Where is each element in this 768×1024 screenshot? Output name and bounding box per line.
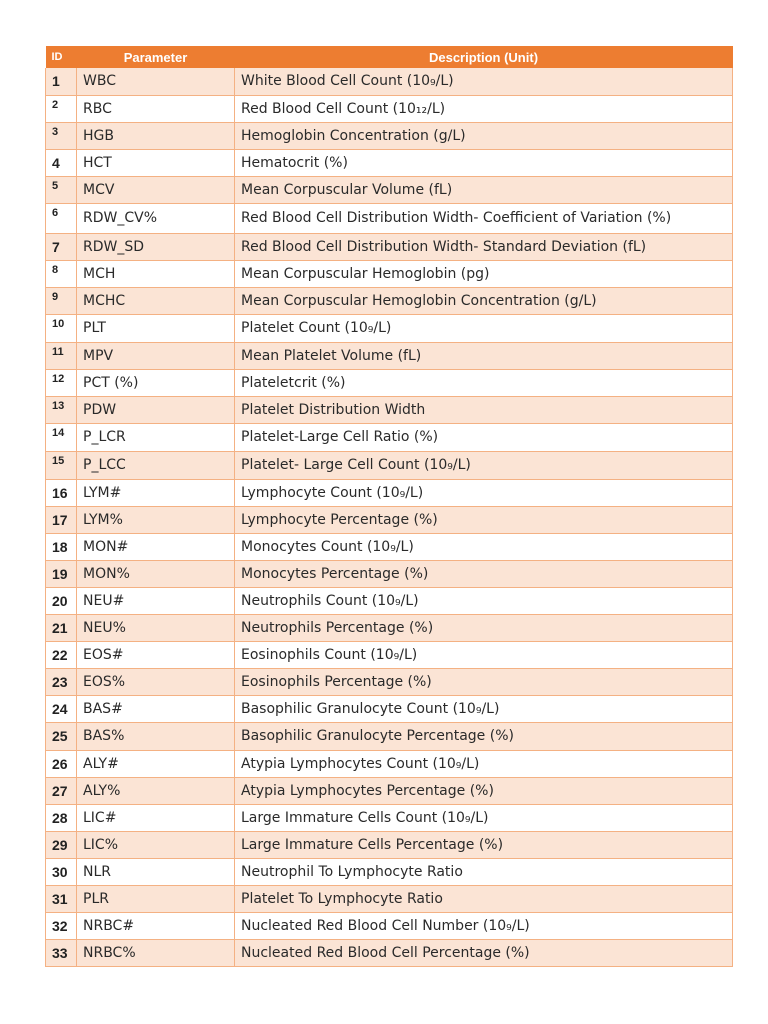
table-row	[46, 287, 733, 314]
table-row	[46, 122, 733, 149]
header-description: Description (Unit)	[235, 46, 733, 68]
row-id: 18	[46, 533, 77, 560]
table-row	[46, 176, 733, 203]
row-id: 25	[46, 722, 77, 750]
header-id: ID	[46, 46, 77, 68]
row-description: Lymphocyte Count (10₉/L)	[235, 479, 733, 506]
row-id: 19	[46, 560, 77, 587]
row-id: 12	[46, 369, 77, 396]
row-parameter: LIC%	[77, 831, 235, 858]
row-description: Neutrophil To Lymphocyte Ratio	[235, 858, 733, 885]
row-description: Neutrophils Count (10₉/L)	[235, 587, 733, 614]
table-row	[46, 939, 733, 966]
table-row	[46, 451, 733, 479]
table-row	[46, 668, 733, 695]
row-id: 10	[46, 314, 77, 342]
table-row	[46, 233, 733, 260]
table-row	[46, 804, 733, 831]
row-id: 5	[46, 176, 77, 203]
row-parameter: P_LCR	[77, 423, 235, 451]
row-id: 23	[46, 668, 77, 695]
row-description: Plateletcrit (%)	[235, 369, 733, 396]
parameter-table	[45, 46, 733, 967]
row-parameter: MCH	[77, 260, 235, 287]
row-parameter: LYM#	[77, 479, 235, 506]
table-row	[46, 695, 733, 722]
table-body	[46, 68, 733, 966]
row-id: 13	[46, 396, 77, 423]
row-id: 26	[46, 750, 77, 777]
row-parameter: NRBC%	[77, 939, 235, 966]
table-row	[46, 885, 733, 912]
table-row	[46, 314, 733, 342]
table-row	[46, 560, 733, 587]
header-row	[46, 46, 733, 68]
row-parameter: LIC#	[77, 804, 235, 831]
row-id: 28	[46, 804, 77, 831]
row-id: 27	[46, 777, 77, 804]
row-parameter: HCT	[77, 149, 235, 176]
table-row	[46, 912, 733, 939]
row-parameter: PCT (%)	[77, 369, 235, 396]
row-parameter: NLR	[77, 858, 235, 885]
table-row	[46, 777, 733, 804]
table-row	[46, 149, 733, 176]
row-id: 4	[46, 149, 77, 176]
row-id: 7	[46, 233, 77, 260]
row-id: 14	[46, 423, 77, 451]
row-parameter: EOS#	[77, 641, 235, 668]
row-parameter: NEU%	[77, 614, 235, 641]
row-description: Mean Corpuscular Volume (fL)	[235, 176, 733, 203]
table-row	[46, 342, 733, 369]
table-row	[46, 203, 733, 233]
row-id: 32	[46, 912, 77, 939]
row-parameter: NEU#	[77, 587, 235, 614]
row-parameter: BAS#	[77, 695, 235, 722]
row-id: 24	[46, 695, 77, 722]
row-id: 15	[46, 451, 77, 479]
row-description: Monocytes Percentage (%)	[235, 560, 733, 587]
row-description: Eosinophils Percentage (%)	[235, 668, 733, 695]
row-parameter: MCV	[77, 176, 235, 203]
row-id: 11	[46, 342, 77, 369]
row-parameter: MPV	[77, 342, 235, 369]
row-parameter: MCHC	[77, 287, 235, 314]
row-id: 1	[46, 68, 77, 95]
row-parameter: RBC	[77, 95, 235, 122]
row-description: Atypia Lymphocytes Percentage (%)	[235, 777, 733, 804]
row-description: Mean Corpuscular Hemoglobin (pg)	[235, 260, 733, 287]
row-description: Red Blood Cell Count (10₁₂/L)	[235, 95, 733, 122]
row-description: Hematocrit (%)	[235, 149, 733, 176]
row-id: 3	[46, 122, 77, 149]
row-id: 8	[46, 260, 77, 287]
table-row	[46, 858, 733, 885]
row-parameter: BAS%	[77, 722, 235, 750]
row-id: 2	[46, 95, 77, 122]
row-parameter: MON#	[77, 533, 235, 560]
row-id: 29	[46, 831, 77, 858]
table-row	[46, 260, 733, 287]
row-parameter: ALY#	[77, 750, 235, 777]
row-description: Basophilic Granulocyte Count (10₉/L)	[235, 695, 733, 722]
row-description: Mean Platelet Volume (fL)	[235, 342, 733, 369]
row-description: Basophilic Granulocyte Percentage (%)	[235, 722, 733, 750]
table-row	[46, 614, 733, 641]
row-parameter: RDW_SD	[77, 233, 235, 260]
row-description: Eosinophils Count (10₉/L)	[235, 641, 733, 668]
table-row	[46, 641, 733, 668]
table-row	[46, 506, 733, 533]
row-description: Atypia Lymphocytes Count (10₉/L)	[235, 750, 733, 777]
row-id: 16	[46, 479, 77, 506]
row-description: Platelet-Large Cell Ratio (%)	[235, 423, 733, 451]
row-id: 22	[46, 641, 77, 668]
table-row	[46, 533, 733, 560]
row-id: 31	[46, 885, 77, 912]
row-description: Platelet Distribution Width	[235, 396, 733, 423]
row-parameter: PLT	[77, 314, 235, 342]
row-description: Red Blood Cell Distribution Width- Coefficient of Variation (%)	[235, 203, 733, 233]
row-description: Monocytes Count (10₉/L)	[235, 533, 733, 560]
row-id: 30	[46, 858, 77, 885]
row-description: Platelet- Large Cell Count (10₉/L)	[235, 451, 733, 479]
row-description: Neutrophils Percentage (%)	[235, 614, 733, 641]
row-id: 17	[46, 506, 77, 533]
row-id: 9	[46, 287, 77, 314]
row-parameter: MON%	[77, 560, 235, 587]
table-row	[46, 831, 733, 858]
row-parameter: WBC	[77, 68, 235, 95]
row-description: Mean Corpuscular Hemoglobin Concentration (g/L)	[235, 287, 733, 314]
row-id: 20	[46, 587, 77, 614]
row-description: Hemoglobin Concentration (g/L)	[235, 122, 733, 149]
row-description: Lymphocyte Percentage (%)	[235, 506, 733, 533]
table-row	[46, 423, 733, 451]
row-parameter: RDW_CV%	[77, 203, 235, 233]
row-description: Nucleated Red Blood Cell Percentage (%)	[235, 939, 733, 966]
row-parameter: EOS%	[77, 668, 235, 695]
table-header	[46, 46, 733, 68]
row-parameter: PLR	[77, 885, 235, 912]
table-row	[46, 369, 733, 396]
table-row	[46, 479, 733, 506]
row-description: Large Immature Cells Count (10₉/L)	[235, 804, 733, 831]
row-parameter: P_LCC	[77, 451, 235, 479]
row-id: 33	[46, 939, 77, 966]
table-row	[46, 750, 733, 777]
row-description: Nucleated Red Blood Cell Number (10₉/L)	[235, 912, 733, 939]
row-parameter: ALY%	[77, 777, 235, 804]
table-row	[46, 396, 733, 423]
row-description: Red Blood Cell Distribution Width- Standard Deviation (fL)	[235, 233, 733, 260]
table-row	[46, 68, 733, 95]
row-id: 6	[46, 203, 77, 233]
parameter-table-container	[45, 46, 732, 967]
row-description: Platelet Count (10₉/L)	[235, 314, 733, 342]
row-description: Platelet To Lymphocyte Ratio	[235, 885, 733, 912]
row-parameter: NRBC#	[77, 912, 235, 939]
row-id: 21	[46, 614, 77, 641]
row-parameter: PDW	[77, 396, 235, 423]
table-row	[46, 95, 733, 122]
row-parameter: HGB	[77, 122, 235, 149]
table-row	[46, 722, 733, 750]
row-parameter: LYM%	[77, 506, 235, 533]
row-description: Large Immature Cells Percentage (%)	[235, 831, 733, 858]
table-row	[46, 587, 733, 614]
row-description: White Blood Cell Count (10₉/L)	[235, 68, 733, 95]
header-parameter: Parameter	[77, 46, 235, 68]
